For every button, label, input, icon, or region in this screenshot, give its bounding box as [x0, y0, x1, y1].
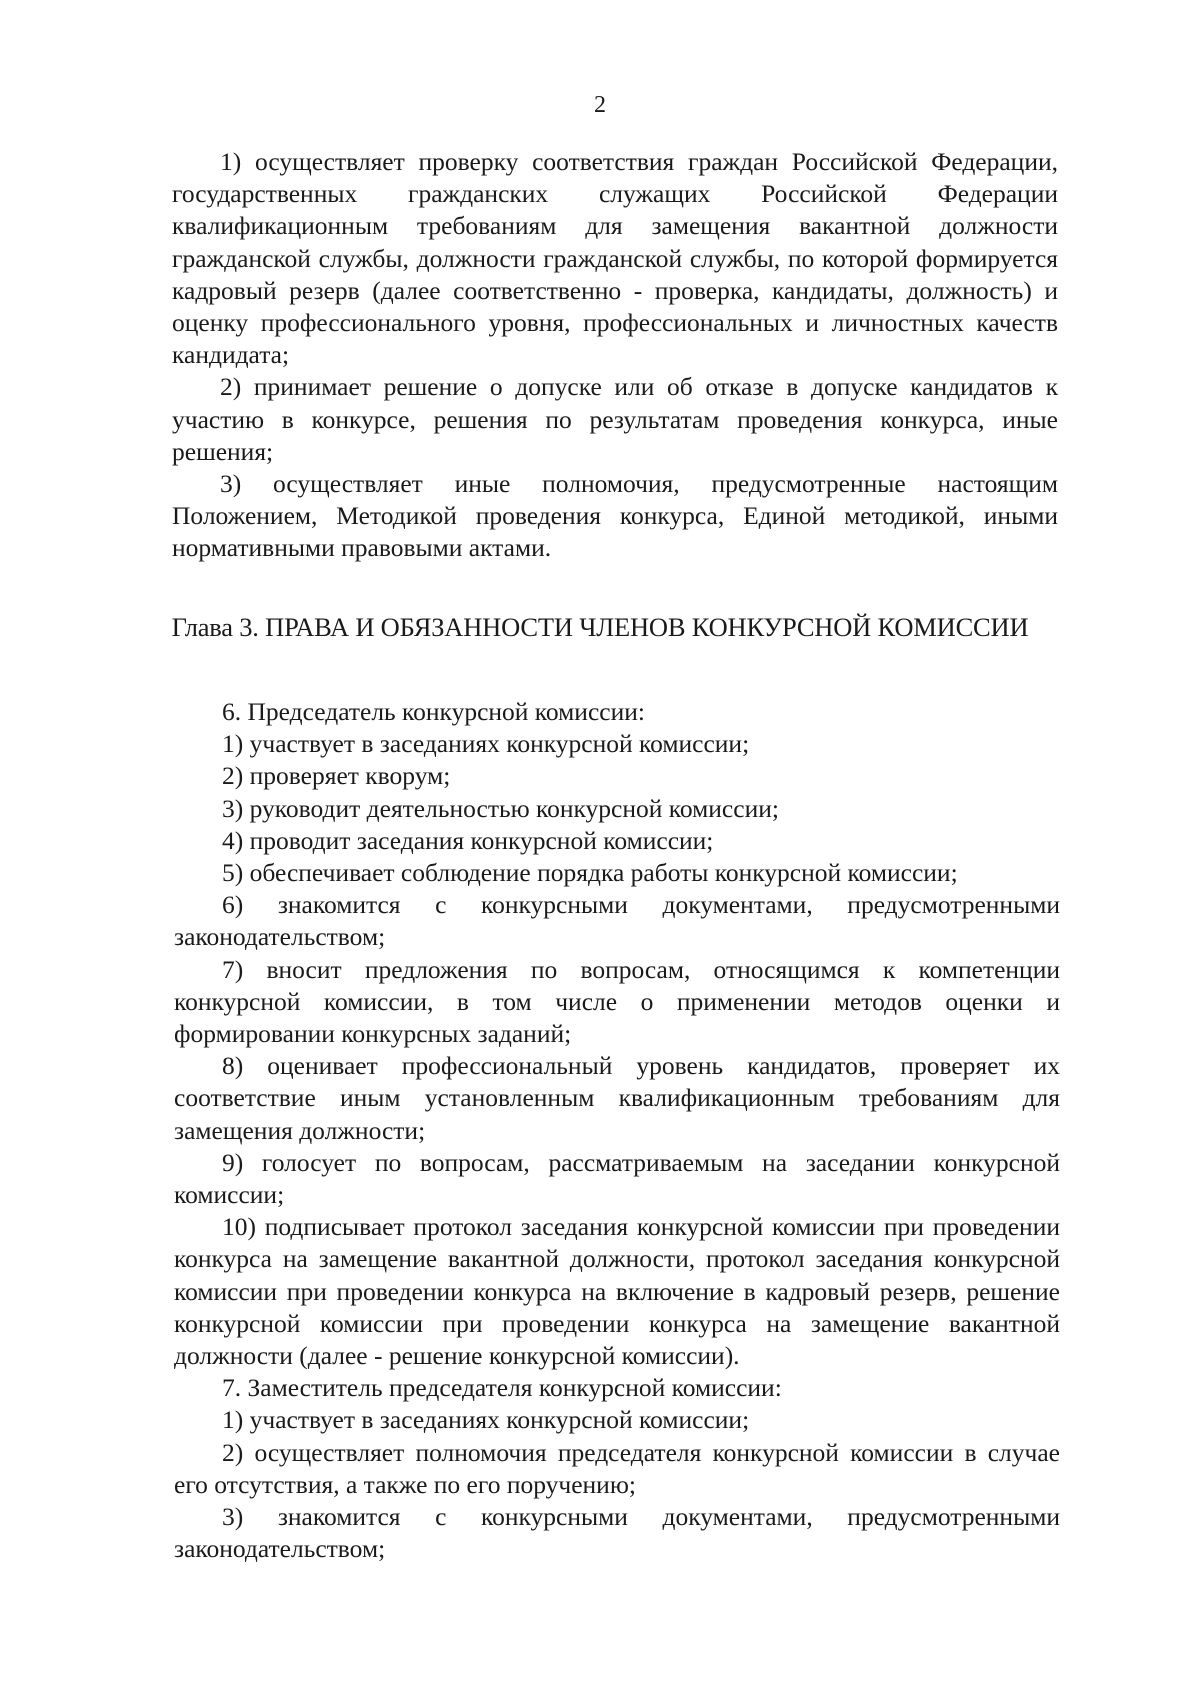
- paragraph-item: 2) проверяет кворум;: [222, 761, 451, 791]
- paragraph-item: 7. Заместитель председателя конкурсной комиссии:: [222, 1373, 782, 1403]
- paragraph-item: 8) оценивает профессиональный уровень кандидатов, проверяет их соответствие иным установленным квалификационным требованиям для замещения должности;: [174, 1051, 1060, 1145]
- paragraph-item: 1) участвует в заседаниях конкурсной комиссии;: [222, 1405, 750, 1435]
- paragraph-item: 6. Председатель конкурсной комиссии:: [222, 697, 645, 726]
- paragraph-item: 1) осуществляет проверку соответствия граждан Российской Федерации, государственных гражданских служащих Российской Федерации квалификационным требованиям для замещения вакантной должности гражданской службы, должности гражданской службы, по которой формируется кадровый резерв (далее соответственно - проверка, кандидаты, должность) и оценку профессионального уровня, профессиональных и личностных качеств кандидата;: [172, 147, 1058, 370]
- paragraph-item: 9) голосует по вопросам, рассматриваемым на заседании конкурсной комиссии;: [174, 1147, 1060, 1210]
- paragraph-item: 10) подписывает протокол заседания конкурсной комиссии при проведении конкурса на замещение вакантной должности, протокол заседания конкурсной комиссии при проведении конкурса на включение в кадровый резерв, решение конкурсной комиссии при проведении конкурса на замещение вакантной должности (далее - решение конкурсной комиссии).: [174, 1212, 1060, 1371]
- page-number: 2: [594, 92, 606, 118]
- paragraph-item: 3) осуществляет иные полномочия, предусмотренные настоящим Положением, Методикой проведения конкурса, Единой методикой, иными нормативными правовыми актами.: [172, 469, 1058, 563]
- commission-powers-section: [172, 146, 1058, 565]
- paragraph-item: 7) вносит предложения по вопросам, относящимся к компетенции конкурсной комиссии, в том числе о применении методов оценки и формировании конкурсных заданий;: [174, 954, 1060, 1049]
- paragraph-item: 1) участвует в заседаниях конкурсной комиссии;: [222, 729, 750, 759]
- paragraph-item: 5) обеспечивает соблюдение порядка работы конкурсной комиссии;: [222, 858, 958, 888]
- paragraph-item: 2) принимает решение о допуске или об отказе в допуске кандидатов к участию в конкурсе, решения по результатам проведения конкурса, иные решения;: [172, 372, 1058, 466]
- members-rights-section: [174, 696, 1060, 1565]
- paragraph-item: 2) осуществляет полномочия председателя конкурсной комиссии в случае его отсутствия, а также по его поручению;: [174, 1437, 1060, 1499]
- paragraph-item: 4) проводит заседания конкурсной комиссии;: [222, 825, 714, 855]
- paragraph-item: 6) знакомится с конкурсными документами, предусмотренными законодательством;: [174, 890, 1060, 952]
- paragraph-item: 3) знакомится с конкурсными документами, предусмотренными законодательством;: [174, 1502, 1060, 1564]
- paragraph-item: 3) руководит деятельностью конкурсной комиссии;: [222, 793, 779, 823]
- chapter-heading: Глава 3. ПРАВА И ОБЯЗАННОСТИ ЧЛЕНОВ КОНКУРСНОЙ КОМИССИИ: [171, 612, 1029, 642]
